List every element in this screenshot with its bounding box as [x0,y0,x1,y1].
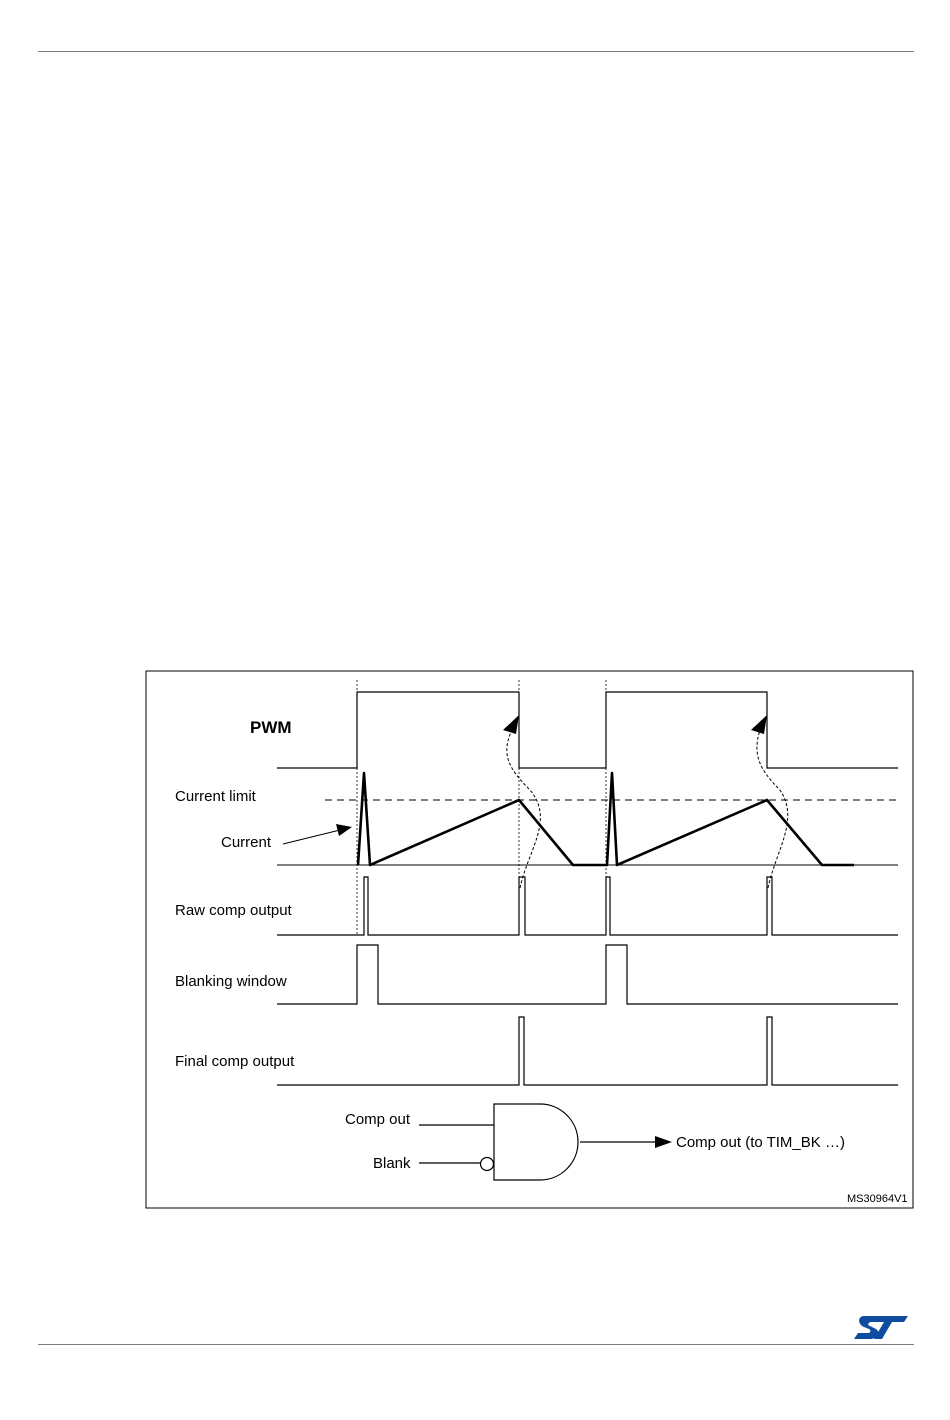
gate-output-arrowhead [655,1136,672,1148]
gate-input-a-label: Comp out [345,1111,411,1128]
trip-arrowhead-1 [503,715,519,734]
trip-arrowhead-2 [751,715,767,734]
pwm-waveform [277,692,898,768]
inverter-bubble [481,1158,494,1171]
current-waveform [358,773,854,865]
and-gate-body [494,1104,578,1180]
final-comp-output-label: Final comp output [175,1053,295,1070]
current-limit-label: Current limit [175,788,256,805]
raw-comp-output-label: Raw comp output [175,902,292,919]
st-logo [852,1312,910,1342]
and-gate [419,1104,658,1180]
footer-rule [38,1344,914,1345]
trip-arrow-2 [757,730,788,888]
current-label: Current [221,834,272,851]
current-pointer-line [283,830,340,844]
figure-id: MS30964V1 [847,1193,908,1205]
blanking-window-label: Blanking window [175,973,287,990]
st-logo-mark [854,1316,908,1339]
raw-comp-output-waveform [277,877,898,935]
gate-output-label: Comp out (to TIM_BK …) [676,1134,845,1151]
blanking-window-waveform [277,945,898,1004]
final-comp-output-waveform [277,1017,898,1085]
figure-frame [146,671,913,1208]
pwm-label: PWM [250,718,292,737]
trip-arrow-1 [507,730,541,888]
current-pointer-arrowhead [336,824,352,836]
gate-input-b-label: Blank [373,1155,411,1172]
time-markers [357,680,606,935]
